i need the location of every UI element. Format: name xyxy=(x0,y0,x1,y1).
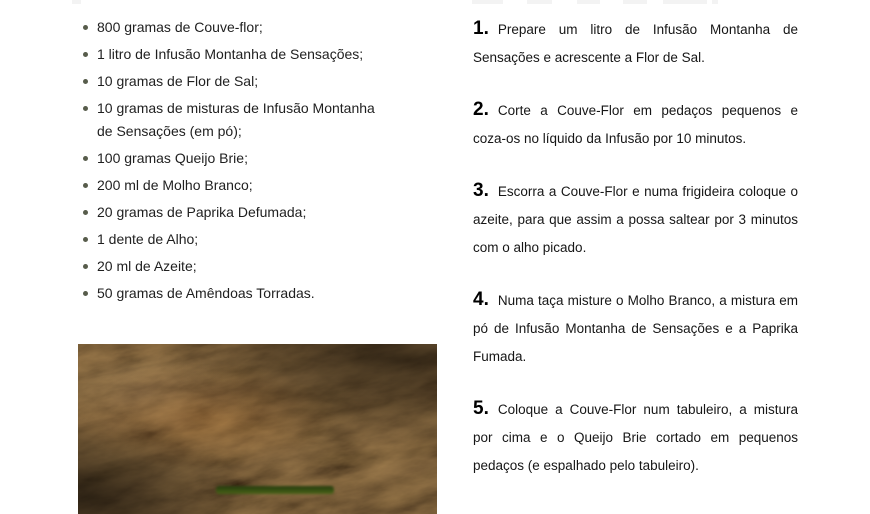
step-item xyxy=(473,15,798,72)
step-text: Coloque a Couve-Flor num tabuleiro, a mistura por cima e o Queijo Brie cortado em pequenos pedaços (e espalhado pelo tabuleiro). xyxy=(473,402,798,473)
cropped-glyph-fragment xyxy=(663,0,707,4)
cropped-heading-remnant xyxy=(0,0,870,6)
cropped-glyph-fragment xyxy=(577,0,600,4)
step-text: Corte a Couve-Flor em pedaços pequenos e coza-os no líquido da Infusão por 10 minutos. xyxy=(473,103,798,146)
bullet-icon xyxy=(83,106,88,111)
photo-green-garnish xyxy=(216,486,334,494)
ingredient-item xyxy=(78,201,390,224)
ingredients-list xyxy=(78,16,390,309)
bullet-icon xyxy=(83,52,88,57)
bullet-icon xyxy=(83,264,88,269)
dish-photo xyxy=(78,344,437,514)
ingredient-item xyxy=(78,97,390,143)
preparation-steps xyxy=(473,15,798,504)
step-item xyxy=(473,96,798,153)
ingredient-item xyxy=(78,70,390,93)
bullet-icon xyxy=(83,183,88,188)
ingredient-text: 800 gramas de Couve-flor; xyxy=(97,19,263,35)
ingredient-item xyxy=(78,16,390,39)
bullet-icon xyxy=(83,291,88,296)
cropped-glyph-fragment xyxy=(472,0,503,4)
step-number: 5. xyxy=(473,398,489,419)
bullet-icon xyxy=(83,210,88,215)
ingredient-item xyxy=(78,174,390,197)
ingredient-text: 1 litro de Infusão Montanha de Sensações; xyxy=(97,46,364,62)
cropped-glyph-fragment xyxy=(623,0,647,4)
ingredient-text: 200 ml de Molho Branco; xyxy=(97,177,253,193)
step-number: 3. xyxy=(473,180,489,201)
ingredient-item xyxy=(78,228,390,251)
ingredient-item xyxy=(78,147,390,170)
cropped-glyph-fragment xyxy=(72,0,81,4)
step-number: 4. xyxy=(473,289,489,310)
step-number: 2. xyxy=(473,99,489,120)
step-text: Numa taça misture o Molho Branco, a mistura em pó de Infusão Montanha de Sensações e a Paprika Fumada. xyxy=(473,293,798,364)
step-item xyxy=(473,286,798,371)
ingredient-text: 10 gramas de Flor de Sal; xyxy=(97,73,259,89)
ingredient-text: 20 ml de Azeite; xyxy=(97,258,197,274)
bullet-icon xyxy=(83,25,88,30)
ingredient-text: 20 gramas de Paprika Defumada; xyxy=(97,204,307,220)
ingredient-text: 100 gramas Queijo Brie; xyxy=(97,150,248,166)
step-text: Escorra a Couve-Flor e numa frigideira coloque o azeite, para que assim a possa saltear por 3 minutos com o alho picado. xyxy=(473,184,798,255)
ingredient-text: 10 gramas de misturas de Infusão Montanha de Sensações (em pó); xyxy=(97,100,375,139)
step-item xyxy=(473,395,798,480)
ingredient-item xyxy=(78,282,390,305)
step-number: 1. xyxy=(473,18,489,39)
ingredient-item xyxy=(78,255,390,278)
ingredient-text: 1 dente de Alho; xyxy=(97,231,199,247)
step-item xyxy=(473,177,798,262)
bullet-icon xyxy=(83,156,88,161)
step-text: Prepare um litro de Infusão Montanha de Sensações e acrescente a Flor de Sal. xyxy=(473,22,798,65)
ingredient-text: 50 gramas de Amêndoas Torradas. xyxy=(97,285,315,301)
bullet-icon xyxy=(83,79,88,84)
bullet-icon xyxy=(83,237,88,242)
cropped-glyph-fragment xyxy=(527,0,552,4)
ingredient-item xyxy=(78,43,390,66)
cropped-glyph-fragment xyxy=(712,0,718,4)
